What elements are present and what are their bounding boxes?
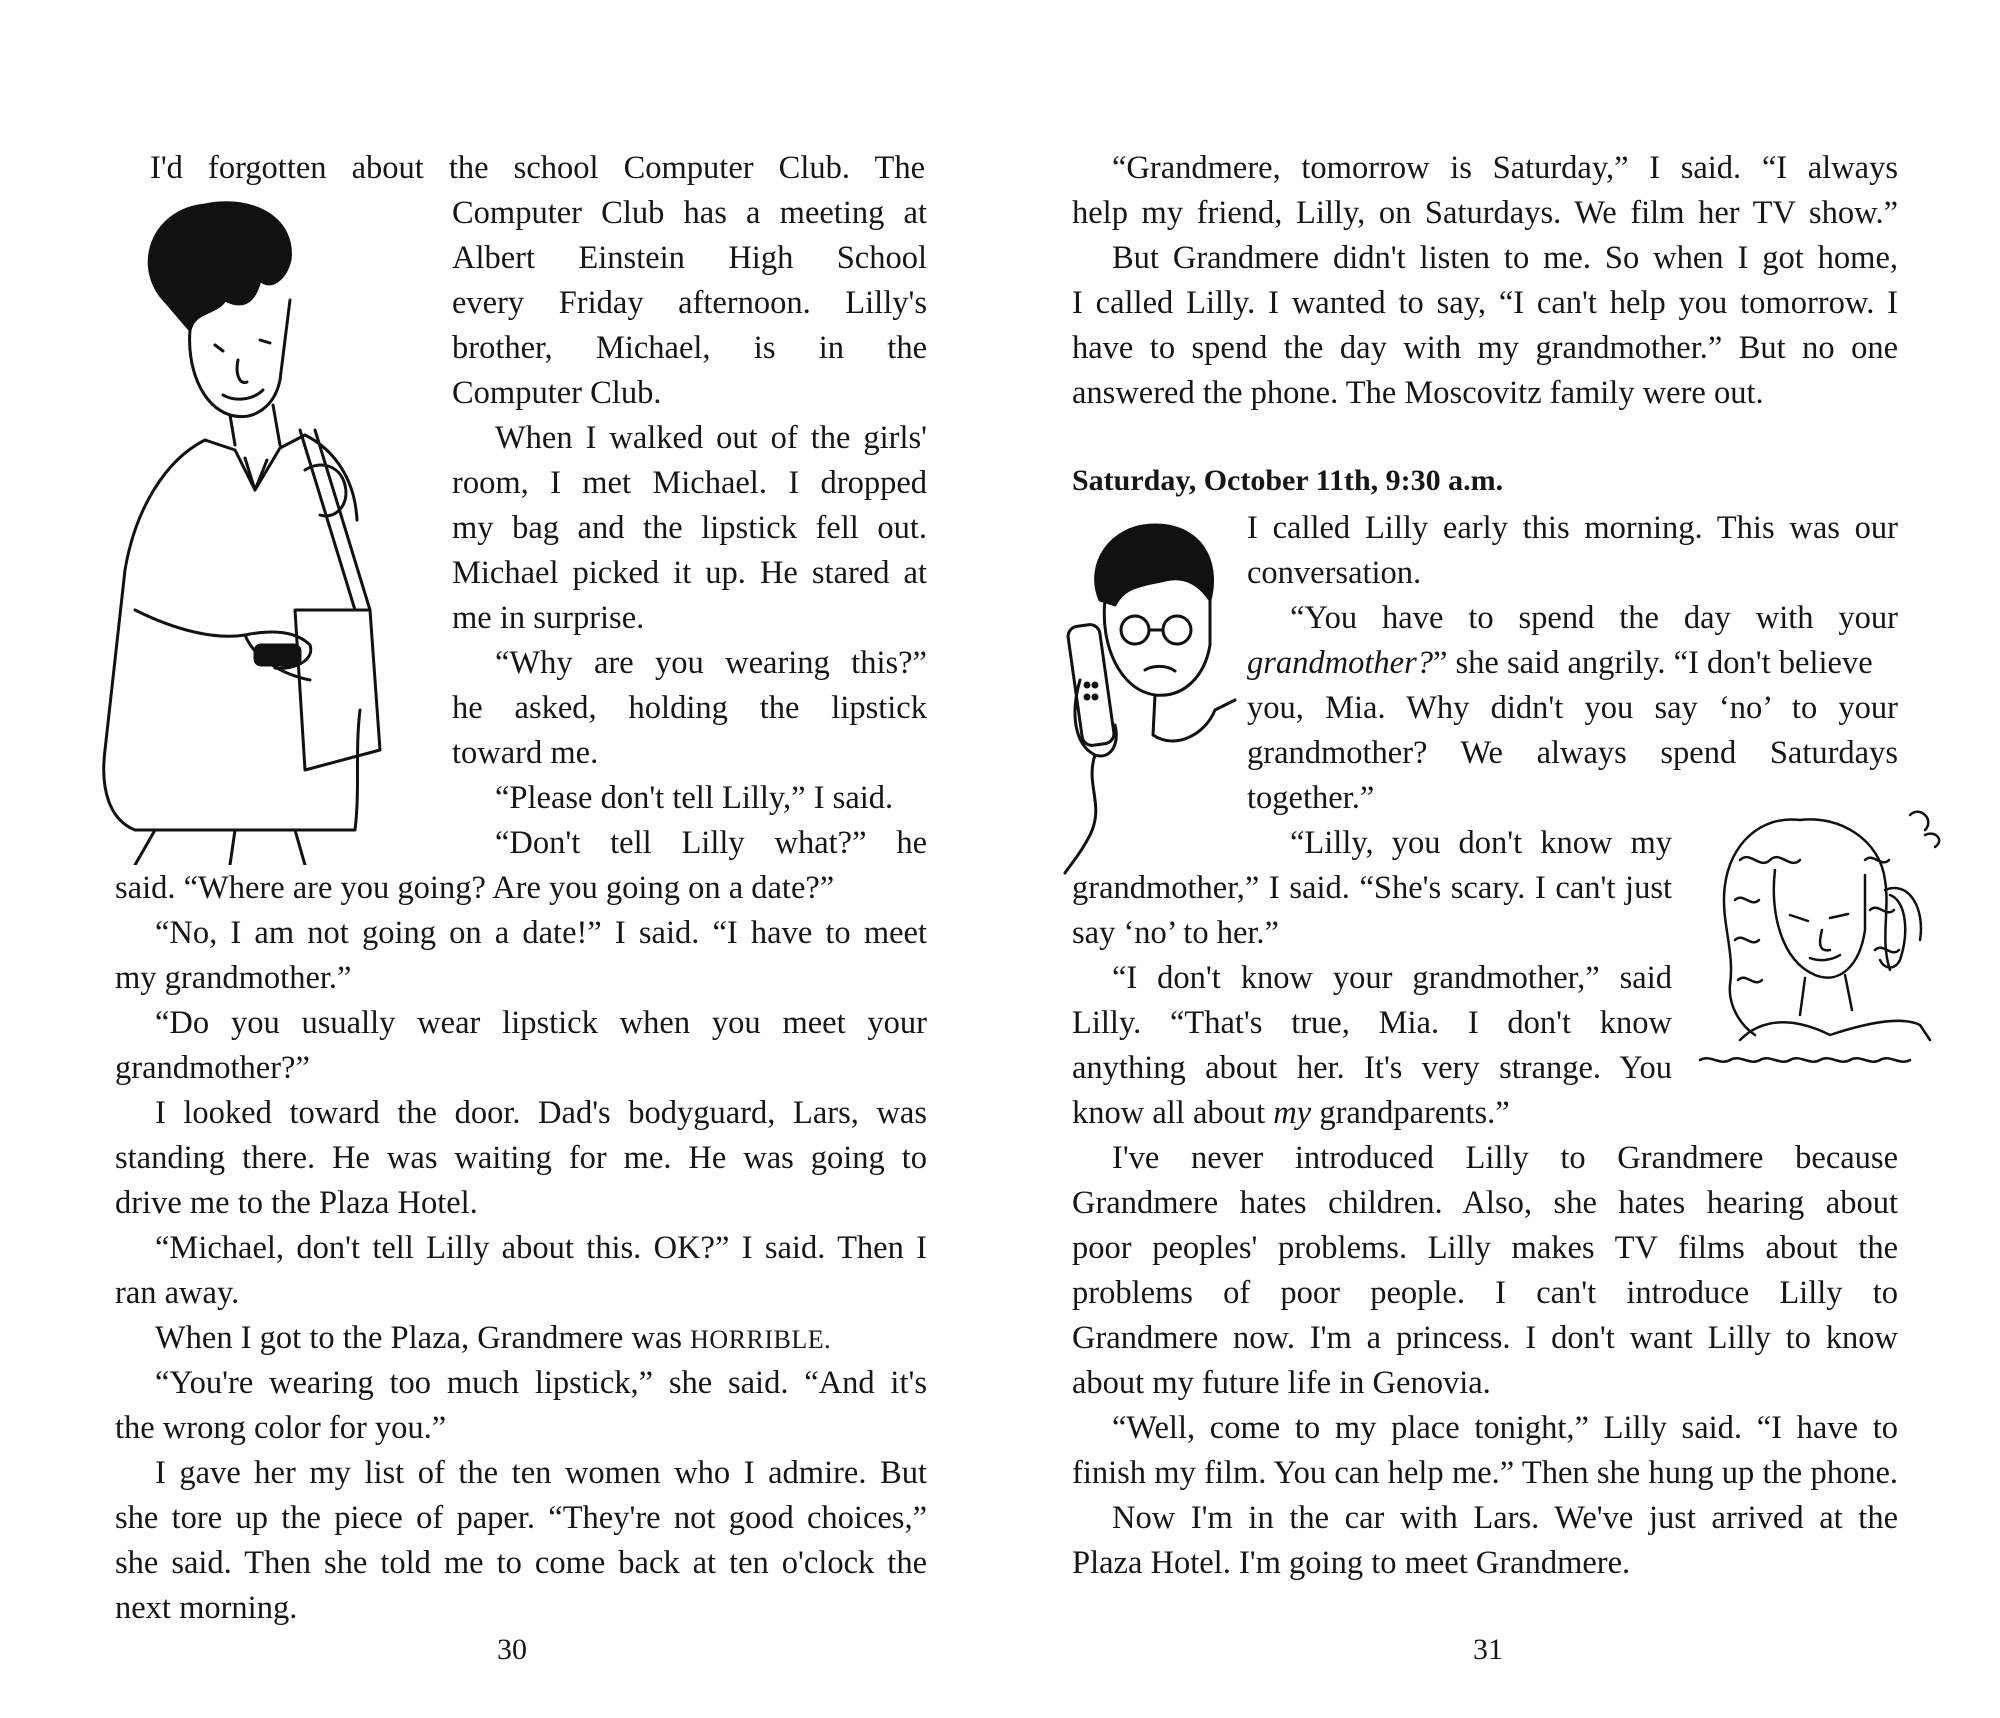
text-line: Plaza Hotel. I'm going to meet Grandmere. [1072, 1545, 1631, 1581]
text-line: ran away. [115, 1275, 240, 1311]
text-line: conversation. [1247, 555, 1422, 591]
text-fragment: know all about [1072, 1095, 1266, 1131]
text-line: But Grandmere didn't listen to me. So when I got home, [1112, 240, 1898, 276]
text-line: “You're wearing too much lipstick,” she said. “And it's [155, 1365, 927, 1401]
emphasis-text: my [1273, 1095, 1312, 1131]
text-line: Albert Einstein High School [452, 240, 927, 276]
text-line: Lilly. “That's true, Mia. I don't know [1072, 1005, 1672, 1041]
boy-holding-lipstick-icon [95, 190, 425, 865]
text-line: Michael picked it up. He stared at [452, 555, 927, 591]
text-line: answered the phone. The Moscovitz family were out. [1072, 375, 1764, 411]
text-line: grandmother? We always spend Saturdays [1247, 735, 1898, 771]
text-line: “I don't know your grandmother,” said [1112, 960, 1672, 996]
text-line: “No, I am not going on a date!” I said. “I have to meet [155, 915, 927, 951]
text-line: brother, Michael, is in the [452, 330, 927, 366]
text-line: she tore up the piece of paper. “They're not good choices,” [115, 1500, 927, 1536]
text-fragment: When I got to the Plaza, Grandmere was [155, 1320, 683, 1356]
right-page [1000, 0, 2000, 1718]
text-line: room, I met Michael. I dropped [452, 465, 927, 501]
text-line: finish my film. You can help me.” Then she hung up the phone. [1072, 1455, 1898, 1491]
text-line: the wrong color for you.” [115, 1410, 447, 1446]
text-line: he asked, holding the lipstick [452, 690, 927, 726]
text-line: my grandmother.” [115, 960, 352, 996]
text-line: When I walked out of the girls' [495, 420, 927, 456]
text-line: “Grandmere, tomorrow is Saturday,” I said. “I always [1112, 150, 1898, 186]
text-line: Computer Club has a meeting at [452, 195, 927, 231]
text-line: “Do you usually wear lipstick when you meet your [155, 1005, 927, 1041]
text-line: drive me to the Plaza Hotel. [115, 1185, 478, 1221]
text-line: help my friend, Lilly, on Saturdays. We film her TV show.” [1072, 195, 1898, 231]
entry-heading: Saturday, October 11th, 9:30 a.m. [1072, 464, 1504, 497]
text-line: I've never introduced Lilly to Grandmere because [1112, 1140, 1898, 1176]
page-number: 31 [1473, 1633, 1503, 1666]
text-line: poor peoples' problems. Lilly makes TV films about the [1072, 1230, 1898, 1266]
text-line: grandmother,” I said. “She's scary. I can't just [1072, 870, 1672, 906]
text-line: standing there. He was waiting for me. He was going to [115, 1140, 927, 1176]
text-line: I'd forgotten about the school Computer Club. The [150, 150, 925, 186]
text-line: me in surprise. [452, 600, 645, 636]
page-number: 30 [497, 1633, 527, 1666]
text-line: “Don't tell Lilly what?” he [495, 825, 927, 861]
text-line [155, 1315, 927, 1361]
emphasis-text: grandmother? [1247, 645, 1433, 681]
text-line: Computer Club. [452, 375, 662, 411]
girl-on-phone-icon [1035, 505, 1240, 875]
lilly-illustration [1680, 800, 1950, 1100]
text-line: “Why are you wearing this?” [495, 645, 927, 681]
text-fragment: grandparents.” [1319, 1095, 1510, 1131]
curly-haired-girl-on-phone-icon [1680, 800, 1950, 1100]
text-line: I gave her my list of the ten women who I admire. But [155, 1455, 927, 1491]
text-line: I called Lilly. I wanted to say, “I can't help you tomorrow. I [1072, 285, 1898, 321]
text-line: say ‘no’ to her.” [1072, 915, 1279, 951]
text-line: anything about her. It's very strange. You [1072, 1050, 1672, 1086]
text-line: “Please don't tell Lilly,” I said. [495, 780, 894, 816]
text-line: “Lilly, you don't know my [1290, 825, 1672, 861]
text-line: every Friday afternoon. Lilly's [452, 285, 927, 321]
text-line: she said. Then she told me to come back at ten o'clock the [115, 1545, 927, 1581]
text-line: “Michael, don't tell Lilly about this. OK?” I said. Then I [155, 1230, 927, 1266]
text-line: about my future life in Genovia. [1072, 1365, 1491, 1401]
text-line: next morning. [115, 1590, 298, 1626]
text-line: I looked toward the door. Dad's bodyguard, Lars, was [155, 1095, 927, 1131]
michael-illustration [95, 190, 425, 865]
text-line: Grandmere hates children. Also, she hates hearing about [1072, 1185, 1898, 1221]
text-line: toward me. [452, 735, 599, 771]
text-line: have to spend the day with my grandmother.” But no one [1072, 330, 1898, 366]
text-line: Grandmere now. I'm a princess. I don't want Lilly to know [1072, 1320, 1898, 1356]
text-line: Now I'm in the car with Lars. We've just arrived at the [1112, 1500, 1898, 1536]
text-line: said. “Where are you going? Are you going on a date?” [115, 870, 835, 906]
text-line [1072, 1090, 1672, 1136]
text-line: you, Mia. Why didn't you say ‘no’ to your [1247, 690, 1898, 726]
text-line: my bag and the lipstick fell out. [452, 510, 927, 546]
text-line: “You have to spend the day with your [1290, 600, 1898, 636]
text-line [1247, 640, 1898, 686]
text-fragment: ” she said angrily. “I don't believe [1432, 645, 1873, 681]
text-line: grandmother?” [115, 1050, 310, 1086]
text-line: problems of poor people. I can't introduce Lilly to [1072, 1275, 1898, 1311]
text-line: I called Lilly early this morning. This was our [1247, 510, 1898, 546]
emphasis-text: HORRIBLE. [690, 1325, 832, 1354]
text-line: “Well, come to my place tonight,” Lilly said. “I have to [1112, 1410, 1898, 1446]
mia-illustration [1035, 505, 1240, 875]
text-line: together.” [1247, 780, 1375, 816]
